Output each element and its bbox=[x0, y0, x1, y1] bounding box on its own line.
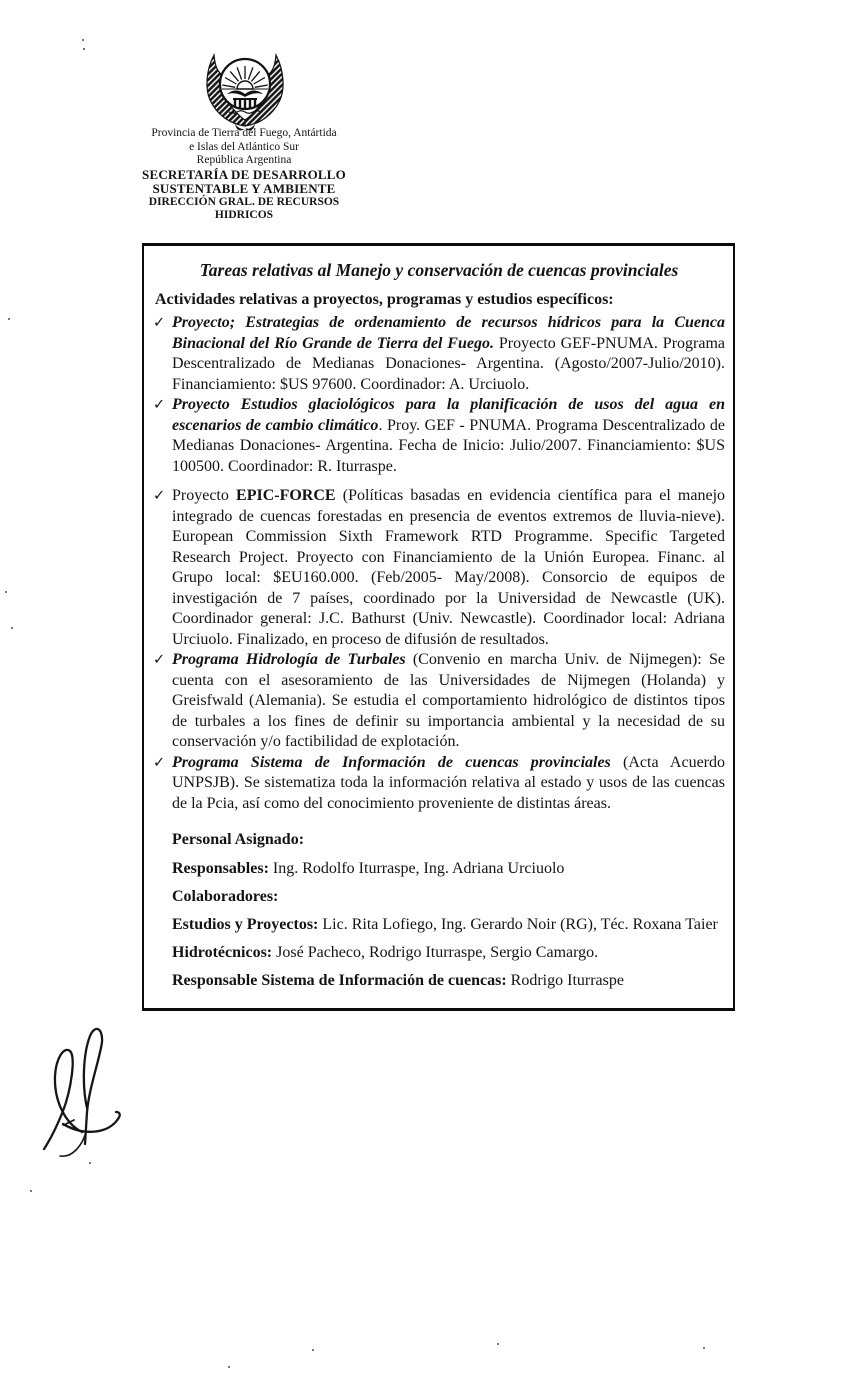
secretariat-line: SUSTENTABLE Y AMBIENTE bbox=[152, 180, 336, 196]
personnel-entry: Colaboradores: bbox=[172, 888, 279, 905]
project-item-text: Proyecto; Estrategias de ordenamiento de recursos hídricos para la Cuenca Binacional del Río Grande de Tierra del Fuego. Proyecto GEF-PNUMA. Programa Descentralizado de Medianas Donaciones- Argentina. (Agosto/2007-Julio/2010). Financiamiento: $US 97600. Coordinador: A. Urciuolo. bbox=[172, 314, 726, 393]
project-item bbox=[153, 753, 725, 815]
checkmark-icon: ✓ bbox=[153, 652, 166, 668]
org-name-line: Provincia de Tierra del Fuego, Antártida bbox=[151, 127, 337, 139]
document-frame bbox=[142, 243, 735, 1011]
project-item-text: Programa Sistema de Información de cuencas provinciales (Acta Acuerdo UNPSJB). Se sistematiza toda la información relativa al estado y usos de las cuencas de la Pcia, así como del conocimiento proveniente de distintas áreas. bbox=[172, 753, 725, 812]
scan-speckle bbox=[5, 591, 7, 593]
scan-speckle bbox=[82, 39, 84, 41]
project-item bbox=[153, 313, 725, 395]
personnel-entry: Responsable Sistema de Información de cuencas: Rodrigo Iturraspe bbox=[172, 972, 624, 989]
project-item-text: Proyecto Estudios glaciológicos para la planificación de usos del agua en escenarios de cambio climático. Proy. GEF - PNUMA. Programa Descentralizado de Medianas Donaciones- Argentina. Fecha de Inicio: Julio/2007. Financiamiento: $US 100500. Coordinador: R. Iturraspe. bbox=[172, 396, 726, 475]
direction-line: DIRECCIÓN GRAL. DE RECURSOS bbox=[148, 195, 340, 208]
section-heading: Actividades relativas a proyectos, programas y estudios específicos: bbox=[155, 291, 614, 308]
checkmark-icon: ✓ bbox=[153, 754, 166, 771]
scan-speckle bbox=[11, 627, 13, 629]
scan-speckle bbox=[83, 48, 85, 50]
coat-of-arms-icon bbox=[193, 44, 297, 132]
checkmark-icon: ✓ bbox=[153, 488, 166, 504]
project-list bbox=[153, 313, 725, 814]
letterhead-org-block bbox=[116, 127, 372, 222]
scan-speckle bbox=[703, 1347, 705, 1349]
checkmark-icon: ✓ bbox=[153, 315, 166, 331]
project-item-text: Programa Hidrología de Turbales (Convenio en marcha Univ. de Nijmegen): Se cuenta con el asesoramiento de las Universidades de Nijmegen (Holanda) y Greisfwald (Alemania). Se estudia el comportamiento hidrológico de distintos tipos de turbales a los fines de definir su importancia ambiental y la necesidad de su conservación y/o factibilidad de explotación. bbox=[172, 651, 726, 750]
page-title: Tareas relativas al Manejo y conservación de cuencas provinciales bbox=[199, 260, 679, 280]
scan-speckle bbox=[30, 1190, 32, 1192]
secretariat-line: SECRETARÍA DE DESARROLLO bbox=[142, 166, 346, 182]
personnel-heading: Personal Asignado: bbox=[172, 831, 305, 848]
personnel-entry: Hidrotécnicos: José Pacheco, Rodrigo Iturraspe, Sergio Camargo. bbox=[172, 944, 599, 961]
personnel-section bbox=[172, 830, 725, 991]
scan-speckle bbox=[89, 1162, 91, 1164]
org-name-line: República Argentina bbox=[196, 154, 292, 166]
project-item bbox=[153, 395, 725, 477]
project-item bbox=[153, 650, 725, 753]
direction-line: HIDRICOS bbox=[214, 208, 274, 221]
checkmark-icon: ✓ bbox=[153, 397, 166, 413]
project-item bbox=[153, 486, 725, 650]
scan-speckle bbox=[8, 318, 10, 320]
org-name-line: e Islas del Atlántico Sur bbox=[189, 140, 299, 153]
scan-speckle bbox=[228, 1366, 230, 1368]
scan-speckle bbox=[312, 1349, 314, 1351]
project-item-text: Proyecto EPIC-FORCE (Políticas basadas en evidencia científica para el manejo integrado de cuencas forestadas en presencia de eventos extremos de lluvia-nieve). European Commission Sixth Framework RTD Programme. Specific Targeted Research Project. Proyecto con Financiamiento de la Unión Europea. Financ. al Grupo local: $EU160.000. (Feb/2005- May/2008). Consorcio de equipos de investigación de 7 países, coordinado por la Universidad de Newcastle (UK). Coordinador general: J.C. Bathurst (Univ. Newcastle). Coordinador local: Adriana Urciuolo. Finalizado, en proceso de difusión de resultados. bbox=[172, 487, 726, 648]
handwritten-signature bbox=[38, 1016, 133, 1171]
personnel-entry: Estudios y Proyectos: Lic. Rita Lofiego, Ing. Gerardo Noir (RG), Téc. Roxana Taier bbox=[172, 916, 718, 933]
scan-speckle bbox=[497, 1343, 499, 1345]
personnel-entry: Responsables: Ing. Rodolfo Iturraspe, Ing. Adriana Urciuolo bbox=[172, 860, 565, 877]
